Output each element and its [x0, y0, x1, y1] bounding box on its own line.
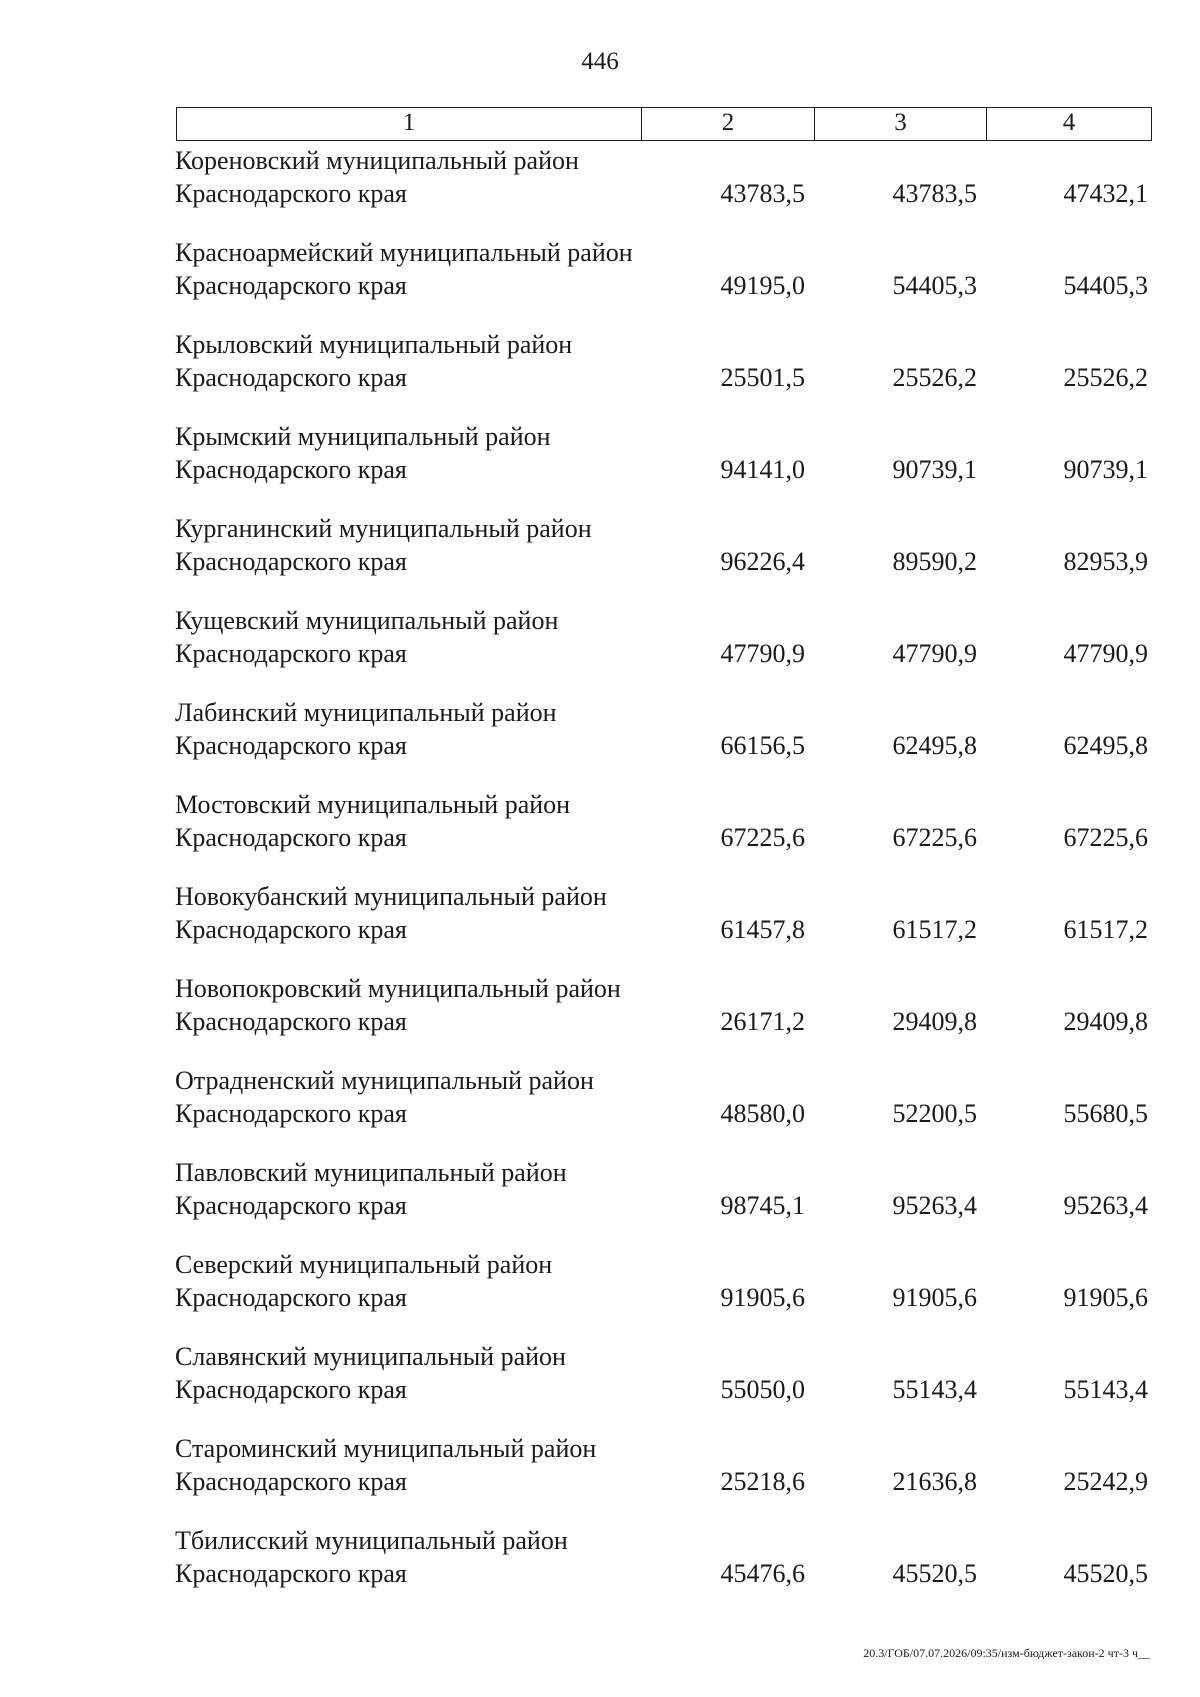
- table-row: [0, 694, 1200, 786]
- district-name: Кущевский муниципальный район Краснодарского края: [175, 606, 559, 668]
- district-name: Северский муниципальный район Краснодарского края: [175, 1250, 553, 1312]
- value-col-4: 67225,6: [1063, 823, 1148, 852]
- district-name: Лабинский муниципальный район Краснодарского края: [175, 698, 557, 760]
- value-col-3: 55143,4: [892, 1375, 977, 1404]
- header-cell-3: 3: [814, 108, 986, 140]
- table-row: [0, 142, 1200, 234]
- value-col-2: 61457,8: [720, 915, 805, 944]
- value-col-4: 47432,1: [1063, 179, 1148, 208]
- value-col-2: 67225,6: [720, 823, 805, 852]
- value-col-3: 43783,5: [892, 179, 977, 208]
- district-name: Мостовский муниципальный район Краснодарского края: [175, 790, 571, 852]
- table-row: [0, 326, 1200, 418]
- value-col-4: 55143,4: [1063, 1375, 1148, 1404]
- value-col-4: 91905,6: [1063, 1283, 1148, 1312]
- district-name: Новокубанский муниципальный район Краснодарского края: [175, 882, 607, 944]
- table-row: [0, 1246, 1200, 1338]
- header-cell-1: 1: [402, 109, 416, 136]
- value-col-3: 91905,6: [892, 1283, 977, 1312]
- value-col-2: 98745,1: [720, 1191, 805, 1220]
- value-col-2: 91905,6: [720, 1283, 805, 1312]
- table-row: [0, 510, 1200, 602]
- district-name: Славянский муниципальный район Краснодарского края: [175, 1342, 566, 1404]
- value-col-3: 21636,8: [892, 1467, 977, 1496]
- value-col-3: 90739,1: [892, 455, 977, 484]
- value-col-2: 48580,0: [720, 1099, 805, 1128]
- value-col-2: 96226,4: [720, 547, 805, 576]
- value-col-3: 45520,5: [892, 1559, 977, 1588]
- table-row: [0, 786, 1200, 878]
- table-row: [0, 1430, 1200, 1522]
- table-header: [176, 107, 1152, 141]
- value-col-3: 67225,6: [892, 823, 977, 852]
- value-col-2: 55050,0: [720, 1375, 805, 1404]
- value-col-2: 25501,5: [720, 363, 805, 392]
- table-row: [0, 602, 1200, 694]
- table-row: [0, 970, 1200, 1062]
- value-col-4: 54405,3: [1063, 271, 1148, 300]
- value-col-4: 25526,2: [1063, 363, 1148, 392]
- district-name: Староминский муниципальный район Краснодарского края: [175, 1434, 597, 1496]
- value-col-4: 47790,9: [1063, 639, 1148, 668]
- header-cell-4: 4: [986, 108, 1151, 140]
- value-col-4: 62495,8: [1063, 731, 1148, 760]
- value-col-3: 62495,8: [892, 731, 977, 760]
- value-col-2: 94141,0: [720, 455, 805, 484]
- value-col-2: 47790,9: [720, 639, 805, 668]
- district-name: Крыловский муниципальный район Краснодарского края: [175, 330, 573, 392]
- table-row: [0, 878, 1200, 970]
- value-col-2: 26171,2: [720, 1007, 805, 1036]
- value-col-2: 45476,6: [720, 1559, 805, 1588]
- district-name: Курганинский муниципальный район Краснодарского края: [175, 514, 592, 576]
- value-col-2: 25218,6: [720, 1467, 805, 1496]
- value-col-4: 61517,2: [1063, 915, 1148, 944]
- value-col-3: 54405,3: [892, 271, 977, 300]
- value-col-3: 89590,2: [892, 547, 977, 576]
- value-col-4: 45520,5: [1063, 1559, 1148, 1588]
- value-col-4: 95263,4: [1063, 1191, 1148, 1220]
- value-col-3: 47790,9: [892, 639, 977, 668]
- value-col-2: 43783,5: [720, 179, 805, 208]
- table-body: [0, 142, 1200, 1614]
- table-row: [0, 1338, 1200, 1430]
- table-row: [0, 1522, 1200, 1614]
- district-name: Тбилисский муниципальный район Краснодарского края: [175, 1526, 568, 1588]
- district-name: Отрадненский муниципальный район Краснодарского края: [175, 1066, 594, 1128]
- value-col-3: 25526,2: [892, 363, 977, 392]
- district-name: Новопокровский муниципальный район Краснодарского края: [175, 974, 621, 1036]
- value-col-2: 66156,5: [720, 731, 805, 760]
- table-row: [0, 1154, 1200, 1246]
- value-col-4: 90739,1: [1063, 455, 1148, 484]
- district-name: Павловский муниципальный район Краснодарского края: [175, 1158, 567, 1220]
- district-name: Крымский муниципальный район Краснодарского края: [175, 422, 551, 484]
- footer-stamp: 20.3/ГОБ/07.07.2026/09:35/изм-бюджет-закон-2 чт-3 ч__: [863, 1646, 1150, 1660]
- district-name: Красноармейский муниципальный район Краснодарского края: [175, 238, 633, 300]
- table-row: [0, 418, 1200, 510]
- table-row: [0, 1062, 1200, 1154]
- value-col-3: 52200,5: [892, 1099, 977, 1128]
- table-row: [0, 234, 1200, 326]
- district-name: Кореновский муниципальный район Краснодарского края: [175, 146, 579, 208]
- value-col-3: 29409,8: [892, 1007, 977, 1036]
- value-col-3: 95263,4: [892, 1191, 977, 1220]
- value-col-2: 49195,0: [720, 271, 805, 300]
- page-number: 446: [581, 48, 619, 75]
- value-col-4: 25242,9: [1063, 1467, 1148, 1496]
- value-col-4: 82953,9: [1063, 547, 1148, 576]
- value-col-4: 55680,5: [1063, 1099, 1148, 1128]
- value-col-3: 61517,2: [892, 915, 977, 944]
- header-cell-2: 2: [641, 108, 814, 140]
- value-col-4: 29409,8: [1063, 1007, 1148, 1036]
